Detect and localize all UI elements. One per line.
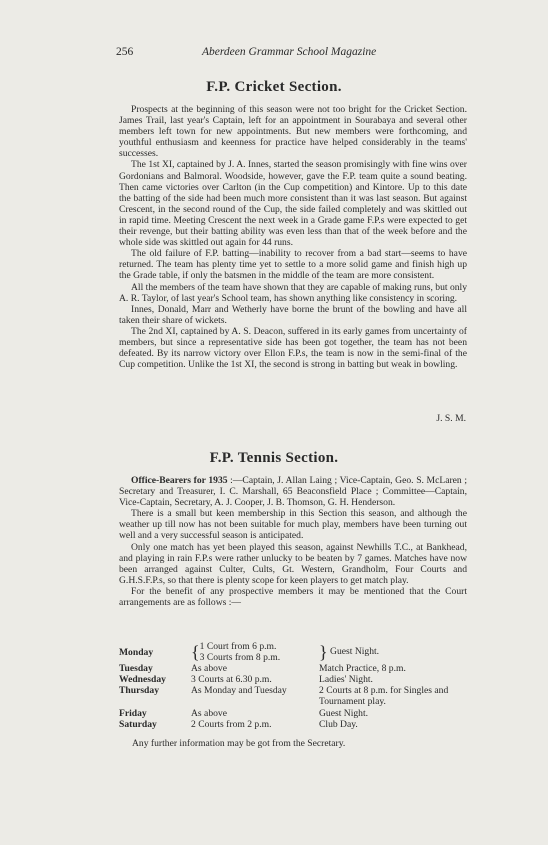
cricket-signature: J. S. M. xyxy=(436,413,466,424)
schedule-day: Saturday xyxy=(119,718,157,730)
cricket-paragraph: Innes, Donald, Marr and Wetherly have borne the brunt of the bowling and have all taken their share of wickets. xyxy=(119,303,467,326)
schedule-courts: As above xyxy=(191,707,227,719)
cricket-paragraph: The 1st XI, captained by J. A. Innes, started the season promisingly with fine wins over Gordonians and Balmoral. Woodside, however, gave the F.P. team quite a sound beating. Then came victories over Carlton (in the Cup competition) and Kintore. Up to this date the batting of the side had been much more consistent than it was last season. But against Crescent, in the second round of the Cup, the side failed completely and was skittled out in rapid time. Meeting Crescent the next week in a Grade game F.P.s were expected to get their revenge, but their batting ability was even less than that of the week before and the whole side was skittled out again for 44 runs. xyxy=(119,159,467,249)
schedule-row xyxy=(119,708,469,719)
schedule-day: Wednesday xyxy=(119,674,166,686)
cricket-paragraph: Prospects at the beginning of this season were not too bright for the Cricket Section. James Trail, last year's Captain, left for an appointment in Sourabaya and several other members left town for new appointments. But new members were forthcoming, and youthful enthusiasm and keenness for practice have helped considerably in the teams' successes. xyxy=(119,104,467,160)
schedule-day: Thursday xyxy=(119,685,159,697)
schedule-day: Monday xyxy=(119,646,154,658)
schedule-row xyxy=(119,641,469,663)
schedule-courts xyxy=(191,641,319,663)
office-bearers-paragraph xyxy=(119,475,467,508)
page-number: 256 xyxy=(116,46,134,58)
schedule-row xyxy=(119,685,469,707)
schedule-note: Match Practice, 8 p.m. xyxy=(319,663,406,675)
schedule-day: Friday xyxy=(119,707,147,719)
schedule-courts: As above xyxy=(191,663,227,675)
schedule-courts: 3 Courts at 6.30 p.m. xyxy=(191,674,272,686)
schedule-note: Ladies' Night. xyxy=(319,674,373,686)
cricket-section-title: F.P. Cricket Section. xyxy=(206,79,342,95)
left-brace: { xyxy=(191,642,200,663)
cricket-paragraph: The old failure of F.P. batting—inability to recover from a bad start—seems to have returned. The team has plenty time yet to settle to a more solid game and finish high up the Grade table, if only the batsmen in the middle of the team are more consistent. xyxy=(119,248,467,282)
journal-title: Aberdeen Grammar School Magazine xyxy=(202,46,377,58)
schedule-note: Club Day. xyxy=(319,718,358,730)
schedule-note: Guest Night. xyxy=(319,707,369,719)
tennis-paragraph: There is a small but keen membership in this Section this season, and although the weather up till now has not been suitable for much play, members have been turning out well and a very successful season is anticipated. xyxy=(119,508,467,542)
tennis-section-title: F.P. Tennis Section. xyxy=(209,450,339,466)
tennis-body xyxy=(119,475,467,608)
schedule-note: 2 Courts at 8 p.m. for Singles and Tournament play. xyxy=(319,685,449,708)
schedule-courts: 2 Courts from 2 p.m. xyxy=(191,718,272,730)
schedule-day: Tuesday xyxy=(119,663,153,675)
schedule-row xyxy=(119,674,469,685)
schedule-courts-line: 3 Courts from 8 p.m. xyxy=(199,652,281,664)
office-bearers-text: :—Captain, J. Allan Laing ; Vice-Captain, Geo. S. McLaren ; Secretary and Treasurer, I. C. Marshall, 65 Beaconsfield Place ; Committee—Captain, Vice-Captain, Secretary, A. J. Cooper, J. B. Thomson, G. H. Henderson. xyxy=(119,475,467,509)
office-bearers-label: Office-Bearers for 1935 xyxy=(131,475,228,486)
tennis-paragraph: For the benefit of any prospective members it may be mentioned that the Court arrangements are as follows :— xyxy=(119,585,467,609)
schedule-row xyxy=(119,719,469,730)
tennis-paragraph: Only one match has yet been played this season, against Newhills T.C., at Bankhead, and playing in rain F.P.s were rather unlucky to be beaten by 7 games. Matches have now been arranged against Culter, Cults, Gt. Western, Grandholm, Four Courts and G.H.S.F.P.s, so that there is plenty scope for keen players to get match play. xyxy=(119,541,467,586)
right-brace: } xyxy=(319,642,328,663)
cricket-paragraph: All the members of the team have shown that they are capable of making runs, but only A. R. Taylor, of last year's School team, has shown anything like consistency in scoring. xyxy=(119,281,467,304)
schedule-row xyxy=(119,663,469,674)
schedule-courts-line: 1 Court from 6 p.m. xyxy=(199,641,277,652)
cricket-body xyxy=(119,104,467,370)
cricket-paragraph: The 2nd XI, captained by A. S. Deacon, suffered in its early games from uncertainty of members, but since a representative side has been got together, the team has not been defeated. By its narrow victory over Ellon F.P.s, the team is now in the semi-final of the Cup competition. Unlike the 1st XI, the second is strong in batting but weak in bowling. xyxy=(119,325,467,371)
schedule-courts: As Monday and Tuesday xyxy=(191,685,287,697)
court-schedule-table xyxy=(119,641,469,730)
schedule-note-text: Guest Night. xyxy=(330,646,380,658)
schedule-note xyxy=(319,641,469,663)
closing-note: Any further information may be got from the Secretary. xyxy=(132,738,346,749)
